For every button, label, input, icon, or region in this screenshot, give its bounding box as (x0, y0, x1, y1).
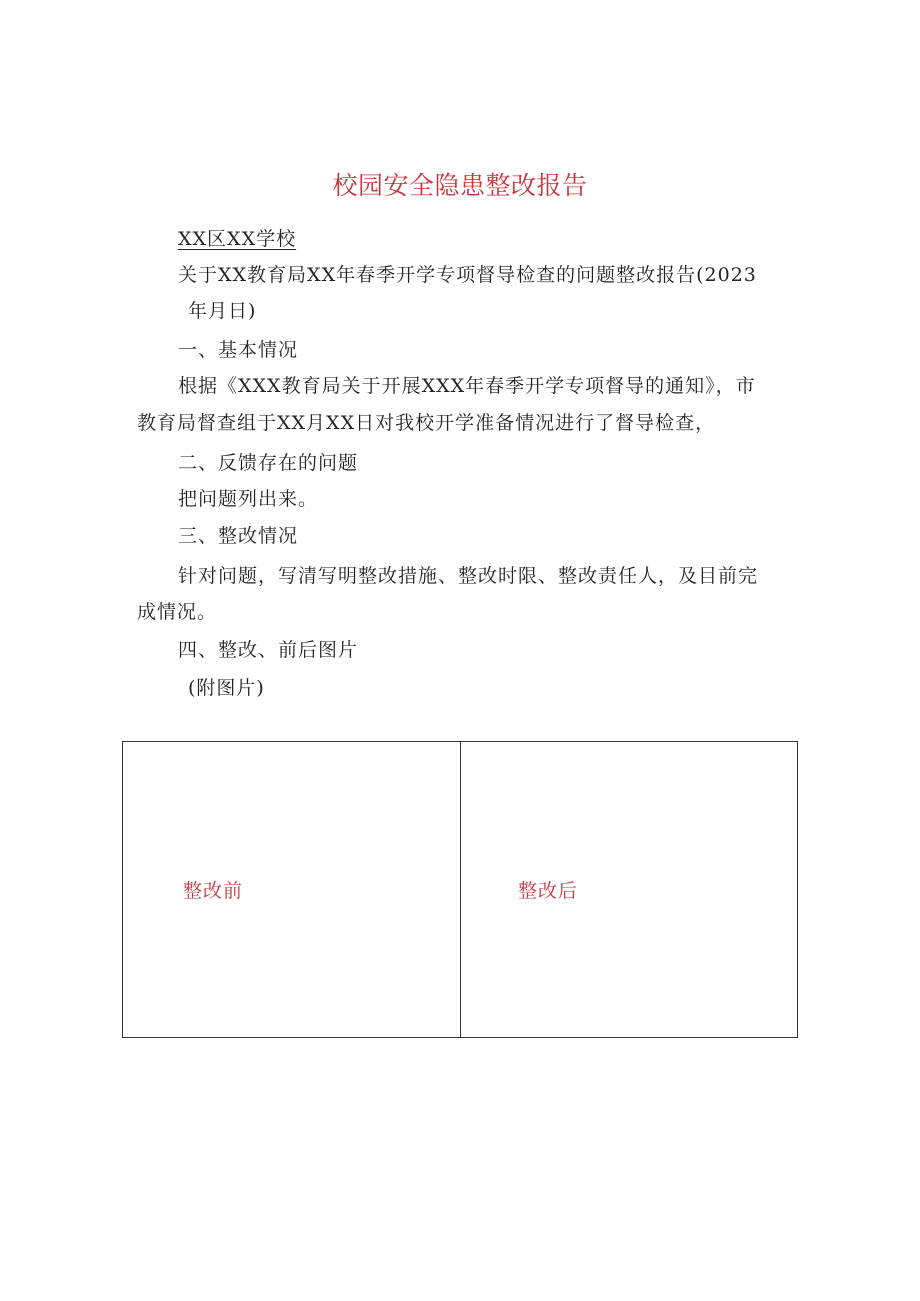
section-body-rectification-line1: 针对问题，写清写明整改措施、整改时限、整改责任人，及目前完 (178, 565, 759, 587)
report-heading-line1: 关于XX教育局XX年春季开学专项督导检查的问题整改报告(2023 (178, 264, 757, 286)
section-heading-basic-situation: 一、基本情况 (178, 339, 299, 361)
section-body-basic-situation-line1: 根据《XXX教育局关于开展XXX年春季开学专项督导的通知》，市 (178, 375, 756, 397)
after-photo-label: 整改后 (518, 880, 579, 902)
section-heading-photos: 四、整改、前后图片 (178, 639, 359, 661)
report-heading-line2: 年月日) (188, 300, 257, 322)
page-title: 校园安全隐患整改报告 (332, 171, 588, 200)
before-photo-label: 整改前 (183, 880, 244, 902)
section-body-rectification-line2: 成情况。 (137, 601, 218, 623)
school-name: XX区XX学校 (178, 228, 297, 250)
section-heading-problems: 二、反馈存在的问题 (178, 452, 359, 474)
section-body-photos: (附图片) (188, 677, 265, 699)
photo-table-divider (460, 742, 461, 1037)
section-body-basic-situation-line2: 教育局督查组于XX月XX日对我校开学准备情况进行了督导检查， (137, 412, 716, 434)
section-body-problems: 把问题列出来。 (178, 488, 319, 510)
before-after-photo-table (122, 741, 798, 1038)
section-heading-rectification: 三、整改情况 (178, 525, 299, 547)
